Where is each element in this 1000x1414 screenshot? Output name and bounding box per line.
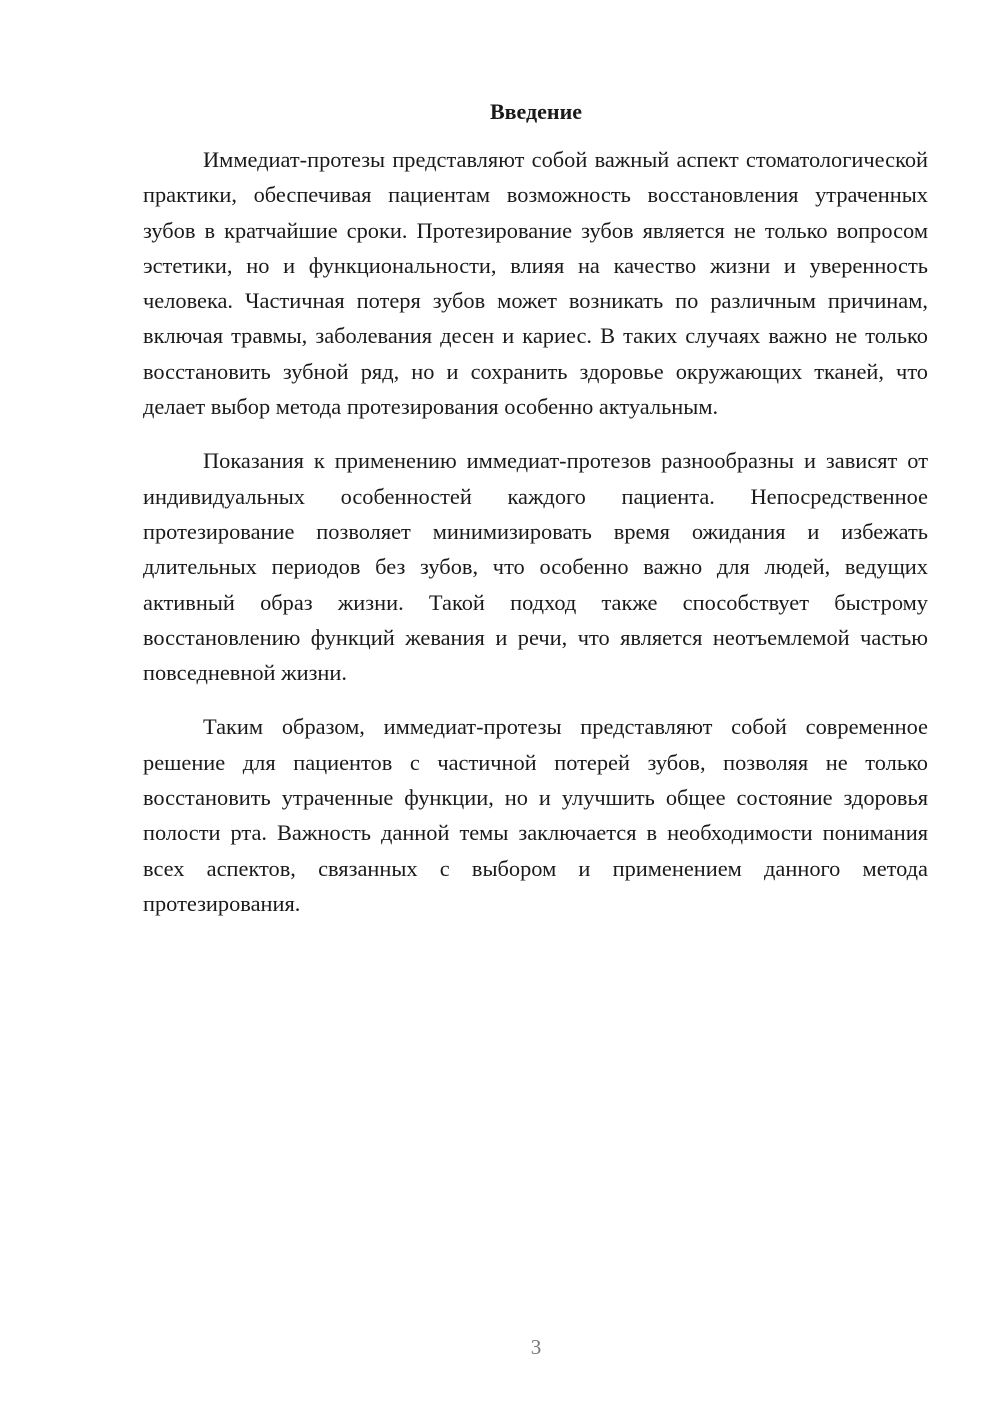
page-number: 3	[530, 1335, 542, 1359]
paragraph-1: Иммедиат-протезы представляют собой важный аспект стоматологической практики, обеспечивая пациентам возможность восстановления утраченных зубов в кратчайшие сроки. Протезирование зубов является не только вопросом эстетики, но и функциональности, влияя на качество жизни и уверенность человека. Частичная потеря зубов может возникать по различным причинам, включая травмы, заболевания десен и кариес. В таких случаях важно не только восстановить зубной ряд, но и сохранить здоровье окружающих тканей, что делает выбор метода протезирования особенно актуальным.	[143, 147, 928, 420]
section-heading: Введение	[489, 99, 583, 124]
body-text	[143, 142, 928, 940]
paragraph-2: Показания к применению иммедиат-протезов разнообразны и зависят от индивидуальных особенностей каждого пациента. Непосредственное протезирование позволяет минимизировать время ожидания и избежать длительных периодов без зубов, что особенно важно для людей, ведущих активный образ жизни. Такой подход также способствует быстрому восстановлению функций жевания и речи, что является неотъемлемой частью повседневной жизни.	[143, 448, 928, 686]
paragraph-3: Таким образом, иммедиат-протезы представляют собой современное решение для пациентов с частичной потерей зубов, позволяя не только восстановить утраченные функции, но и улучшить общее состояние здоровья полости рта. Важность данной темы заключается в необходимости понимания всех аспектов, связанных с выбором и применением данного метода протезирования.	[143, 714, 928, 916]
